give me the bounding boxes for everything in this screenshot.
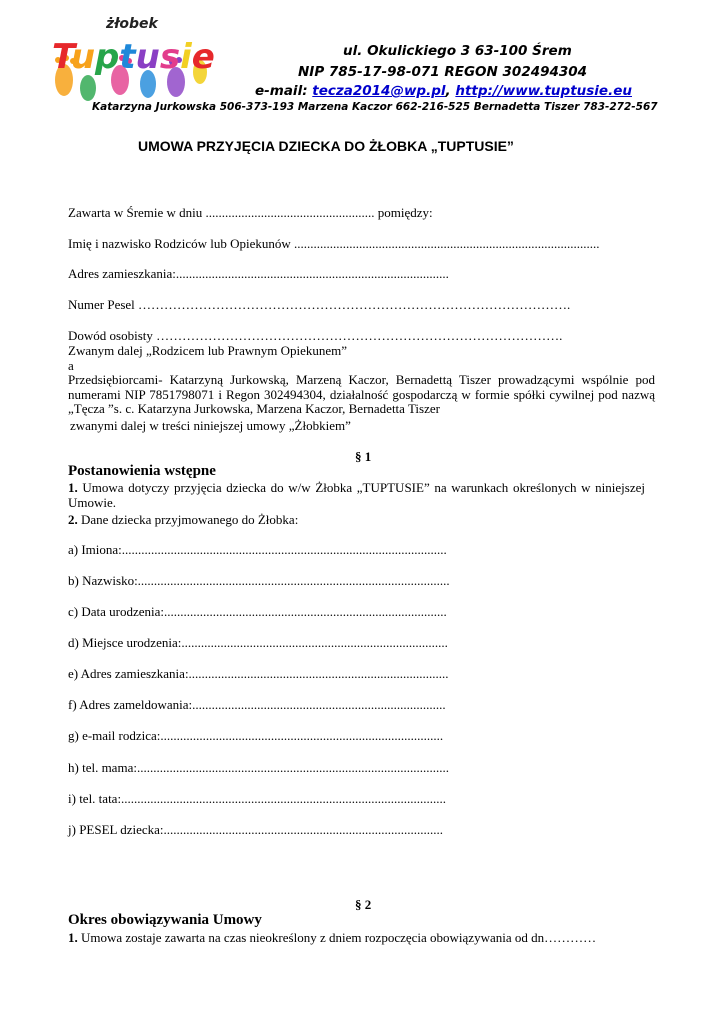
section-1-heading: Postanowienia wstępne (68, 463, 216, 479)
field-parent-email: g) e-mail rodzica:....................................................................................... (68, 728, 444, 743)
section-2-point-1 (68, 930, 596, 946)
point-text: Umowa dotyczy przyjęcia dziecka do w/w Żłobka „TUPTUSIE” na warunkach określonych w niniejszej Umowie. (68, 480, 645, 510)
field-father-phone: i) tel. tata:.................................................................................................... (68, 791, 447, 806)
point-number: 1. (68, 480, 78, 495)
parents-name-line: Imię i nazwisko Rodziców lub Opiekunów .............................................................................................. (68, 236, 600, 251)
id-card-line: Dowód osobisty …………………………………………………………………………………. (68, 328, 563, 343)
field-registered-address: f) Adres zameldowania:.............................................................................. (68, 697, 446, 712)
section-1-point-2 (68, 512, 298, 528)
field-birth-place: d) Miejsce urodzenia:.................................................................................. (68, 635, 448, 650)
svg-text:żłobek: żłobek (106, 16, 158, 32)
website-link[interactable]: http://www.tuptusie.eu (455, 83, 632, 99)
header-nip-regon: NIP 785-17-98-071 REGON 302494304 (298, 64, 588, 80)
field-mother-phone: h) tel. mama:................................................................................................ (68, 760, 449, 775)
section-2-sign: § 2 (355, 897, 372, 912)
field-child-pesel: j) PESEL dziecka:...................................................................................... (68, 822, 444, 837)
field-residence-address: e) Adres zamieszkania:................................................................................ (68, 666, 449, 681)
footprints-icon (44, 10, 214, 102)
section-1-sign: § 1 (355, 449, 372, 464)
header-contact-line (255, 83, 632, 99)
point-number: 1. (68, 930, 78, 945)
entrepreneurs-paragraph: Przedsiębiorcami- Katarzyną Jurkowską, Marzeną Kaczor, Bernadettą Tiszer prowadzącymi wspólnie pod numerami NIP 7851798071 i Regon 302494304, działalność gospodarczą w formie spółki cywilnej pod nazwą „Tęcza ”s. c. Katarzyna Jurkowska, Marzena Kaczor, Bernadetta Tiszer (68, 372, 655, 417)
called-nursery-line: zwanymi dalej w treści niniejszej umowy „Żłobkiem” (70, 418, 351, 433)
separator: , (445, 83, 451, 99)
section-2-heading: Okres obowiązywania Umowy (68, 912, 262, 928)
svg-text:Tuptusie: Tuptusie (52, 37, 214, 77)
email-label: e-mail: (255, 83, 308, 99)
field-birth-date: c) Data urodzenia:....................................................................................... (68, 604, 447, 619)
and-line: a (68, 358, 74, 373)
section-1-point-1 (68, 481, 645, 510)
field-first-names: a) Imiona:.................................................................................................... (68, 542, 447, 557)
nursery-logo (44, 10, 214, 102)
called-parent-line: Zwanym dalej „Rodzicem lub Prawnym Opiekunem” (68, 343, 348, 358)
point-text: Umowa zostaje zawarta na czas nieokreślony z dniem rozpoczęcia obowiązywania od dn………… (81, 930, 597, 945)
document-title: UMOWA PRZYJĘCIA DZIECKA DO ŻŁOBKA „TUPTUSIE” (138, 138, 514, 154)
address-line: Adres zamieszkania:.................................................................................... (68, 266, 449, 281)
email-link[interactable]: tecza2014@wp.pl (312, 83, 446, 99)
header-contacts: Katarzyna Jurkowska 506-373-193 Marzena Kaczor 662-216-525 Bernadetta Tiszer 783-272-567 (92, 101, 658, 113)
point-text: Dane dziecka przyjmowanego do Żłobka: (81, 512, 299, 527)
field-surname: b) Nazwisko:................................................................................................ (68, 573, 450, 588)
header-address: ul. Okulickiego 3 63-100 Śrem (343, 43, 572, 59)
concluded-line: Zawarta w Śremie w dniu .................................................... pomiędzy: (68, 205, 433, 220)
pesel-line: Numer Pesel ………………………………………………………………………………………. (68, 297, 571, 312)
point-number: 2. (68, 512, 78, 527)
